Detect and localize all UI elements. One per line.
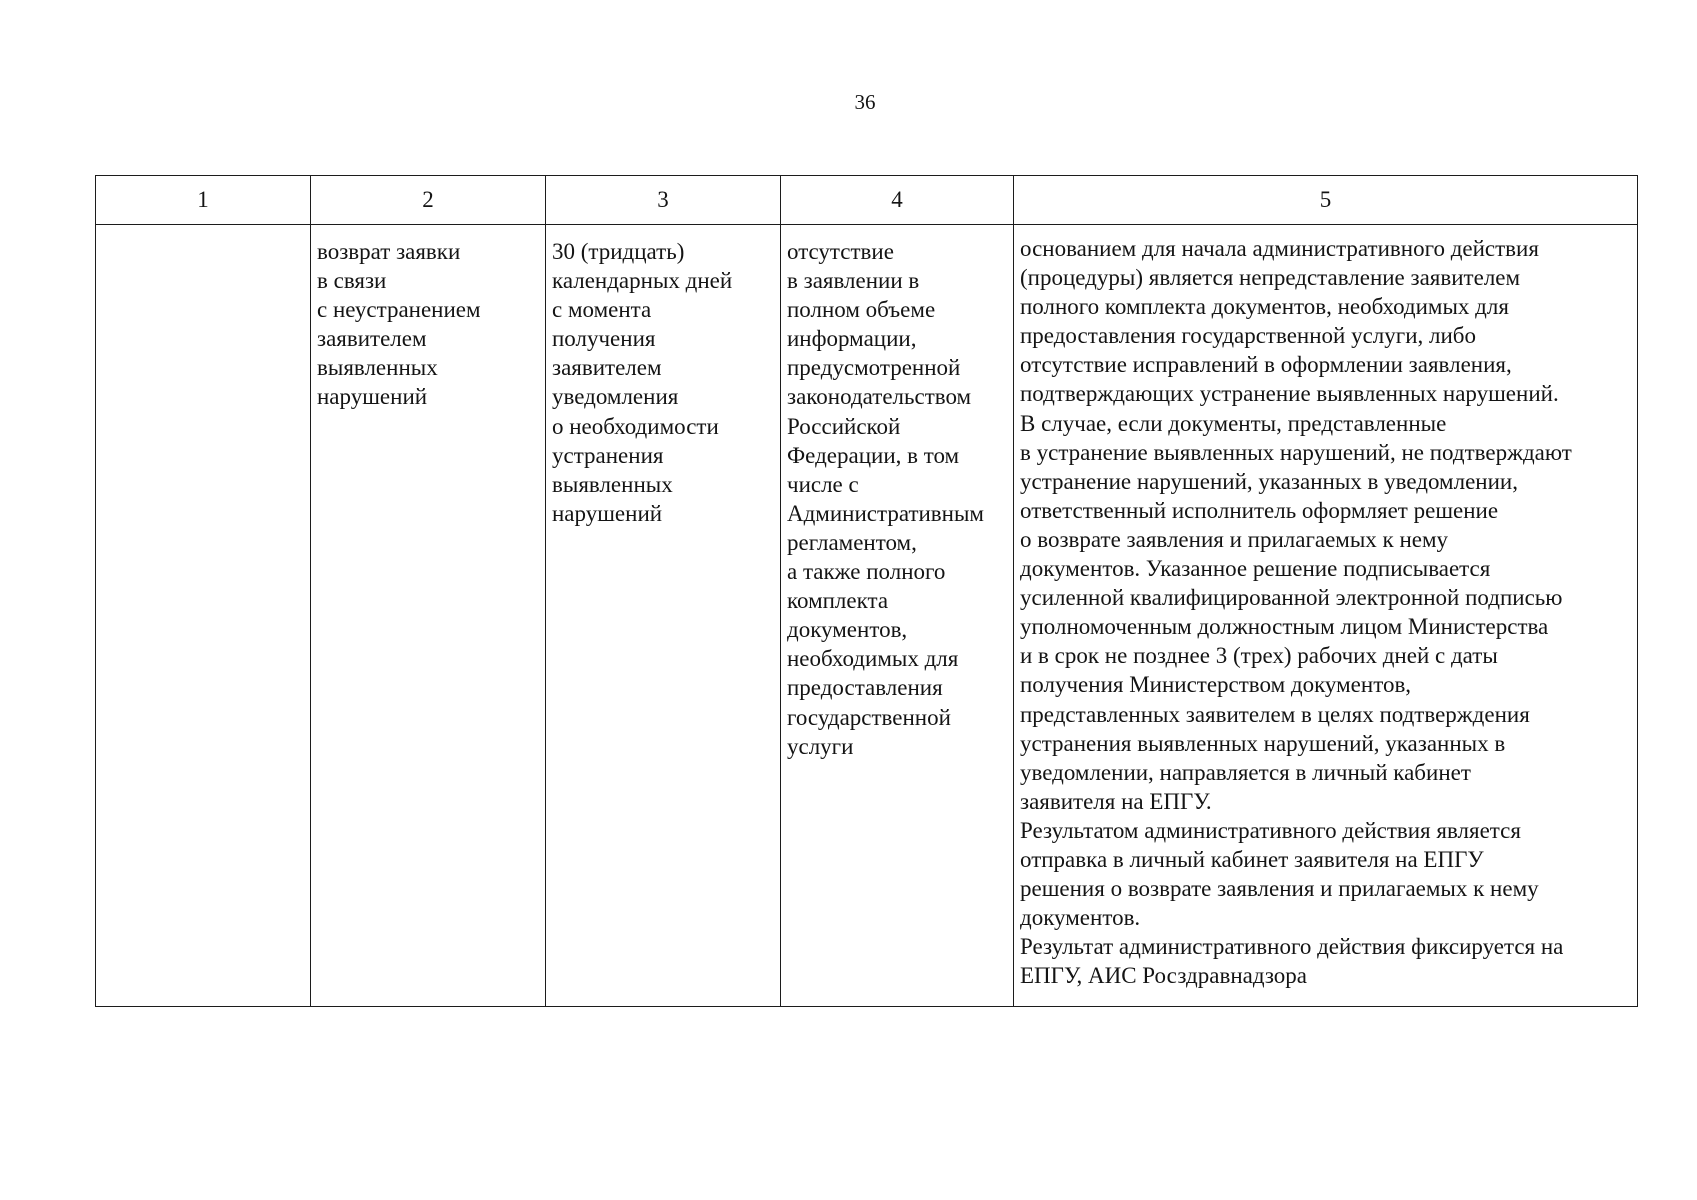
column-header-5: 5	[1014, 176, 1638, 225]
cell-action: возврат заявки в связи с неустранением заявителем выявленных нарушений	[311, 225, 546, 1007]
page-number: 36	[854, 90, 876, 114]
column-header-2: 2	[311, 176, 546, 225]
cell-description: основанием для начала административного действия (процедуры) является непредставление заявителем полного комплекта документов, необходимых для предоставления государственной услуги, либо отсутствие исправлений в оформлении заявления, подтверждающих устранение выявленных нарушений. В случае, если документы, представленные в устранение выявленных нарушений, не подтверждают устранение нарушений, указанных в уведомлении, ответственный исполнитель оформляет решение о возврате заявления и прилагаемых к нему документов. Указанное решение подписывается усиленной квалифицированной электронной подписью уполномоченным должностным лицом Министерства и в срок не позднее 3 (трех) рабочих дней с даты получения Министерством документов, представленных заявителем в целях подтверждения устранения выявленных нарушений, указанных в уведомлении, направляется в личный кабинет заявителя на ЕПГУ. Результатом административного действия является отправка в личный кабинет заявителя на ЕПГУ решения о возврате заявления и прилагаемых к нему документов. Результат административного действия фиксируется на ЕПГУ, АИС Росздравнадзора	[1014, 225, 1638, 1007]
cell-deadline: 30 (тридцать) календарных дней с момента получения заявителем уведомления о необходимости устранения выявленных нарушений	[546, 225, 781, 1007]
column-header-1: 1	[96, 176, 311, 225]
table-row	[96, 225, 1638, 1007]
cell-criteria: отсутствие в заявлении в полном объеме информации, предусмотренной законодательством Российской Федерации, в том числе с Административным регламентом, а также полного комплекта документов, необходимых для предоставления государственной услуги	[781, 225, 1014, 1007]
column-header-4: 4	[781, 176, 1014, 225]
procedure-table	[95, 175, 1638, 1007]
cell-procedure-number	[96, 225, 311, 1007]
column-header-3: 3	[546, 176, 781, 225]
header-row	[96, 176, 1638, 225]
